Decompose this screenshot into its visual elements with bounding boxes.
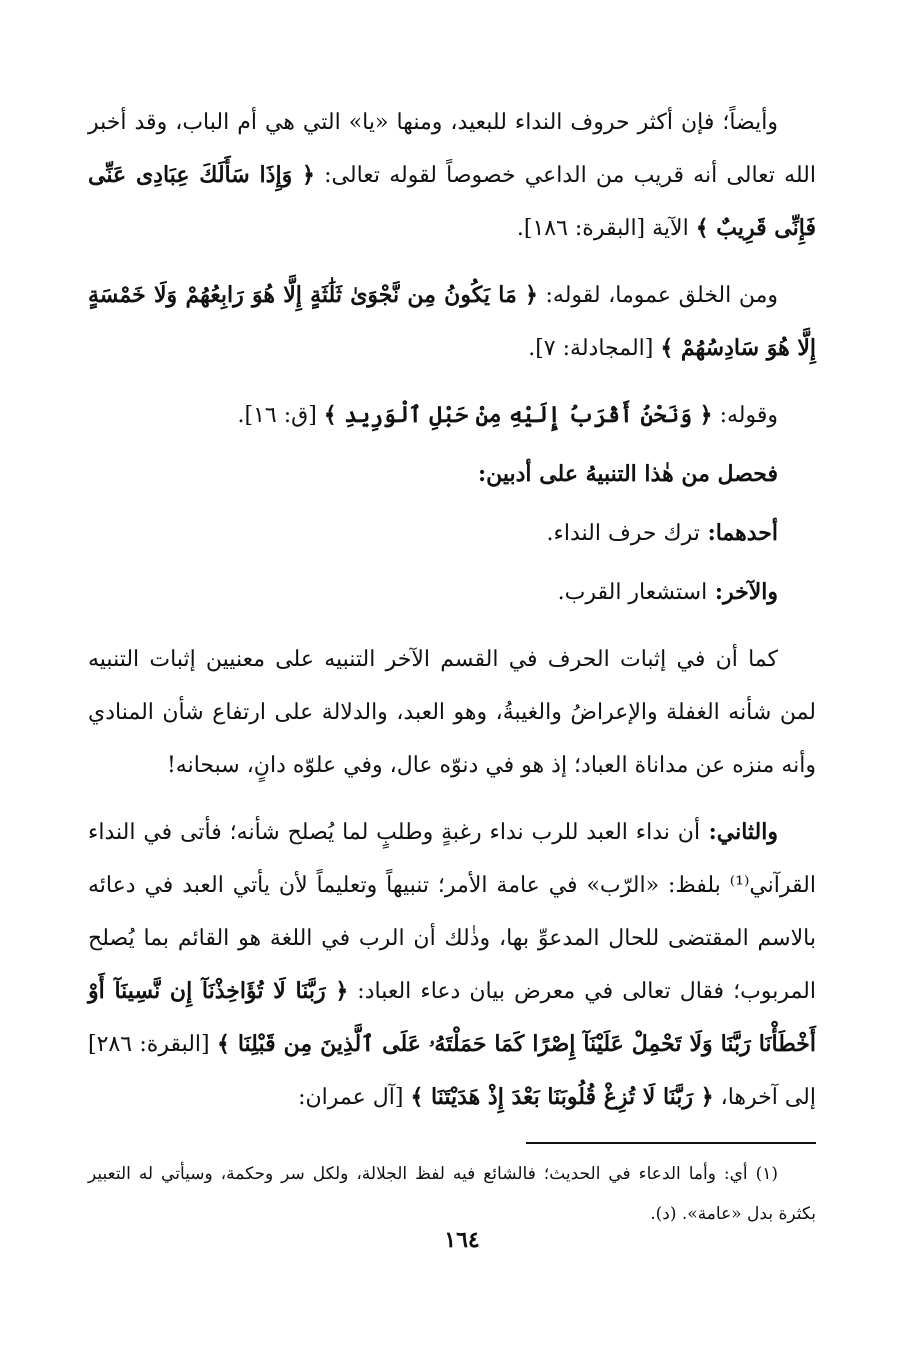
paragraph-text: وقوله: bbox=[712, 403, 778, 428]
paragraph-7 bbox=[88, 633, 816, 792]
paragraph-text: ترك حرف النداء. bbox=[546, 521, 700, 546]
quran-verse: ﴿ وَنَحْنُ أَقْرَبُ إِلَيْهِ مِنْ حَبْلِ ٱلْوَرِيدِ ﴾ bbox=[323, 402, 713, 428]
paragraph-text: فحصل من هٰذا التنبيهُ على أدبين: bbox=[478, 461, 778, 487]
footnote-separator bbox=[526, 1142, 816, 1144]
footnote: (١) أي: وأما الدعاء في الحديث؛ فالشائع فيه لفظ الجلالة، ولكل سر وحكمة، وسيأتي له التعبير بكثرة بدل «عامة». (د). bbox=[88, 1164, 816, 1224]
paragraph-lead: والثاني: bbox=[700, 819, 778, 845]
verse-reference: الآية [البقرة: ١٨٦]. bbox=[516, 216, 696, 241]
paragraph-2 bbox=[88, 269, 816, 375]
verse-reference: [ق: ١٦]. bbox=[237, 403, 324, 428]
paragraph-text: وأيضاً؛ فإن أكثر حروف النداء للبعيد، ومنها «يا» التي هي أم الباب، وقد أخبر الله تعالى أنه قريب من الداعي خصوصاً لقوله تعالى: bbox=[88, 110, 816, 188]
paragraph-8 bbox=[88, 806, 816, 1124]
paragraph-6 bbox=[88, 566, 816, 619]
paragraph-lead: أحدهما: bbox=[699, 520, 778, 546]
paragraph-text: كما أن في إثبات الحرف في القسم الآخر التنبيه على معنيين إثبات التنبيه لمن شأنه الغفلة والإعراضُ والغيبةُ، وهو العبد، والدلالة على ارتفاع شأن المنادي وأنه منزه عن مداناة العباد؛ إذ هو في دنوّه عال، وفي علوّه دانٍ، سبحانه! bbox=[88, 647, 816, 778]
quran-verse: ﴿ رَبَّنَا لَا تُؤَاخِذْنَآ إِن نَّسِينَآ أَوْ أَخْطَأْنَا رَبَّنَا وَلَا تَحْمِلْ عَلَيْنَآ إِصْرًا كَمَا حَمَلْتَهُۥ عَلَى ٱلَّذِينَ مِن قَبْلِنَا ﴾ bbox=[88, 978, 816, 1057]
quran-verse: ﴿ مَا يَكُونُ مِن نَّجْوَىٰ ثَلَٰثَةٍ إِلَّا هُوَ رَابِعُهُمْ وَلَا خَمْسَةٍ إِلَّا هُوَ سَادِسُهُمْ ﴾ bbox=[88, 282, 816, 361]
paragraph-text: أن نداء العبد للرب نداء رغبةٍ وطلبٍ لما يُصلح شأنه؛ فأتى في النداء القرآني⁽¹⁾ بلفظ: «الرّب» في عامة الأمر؛ تنبيهاً وتعليماً لأن يأتي العبد في دعائه بالاسم المقتضى للحال المدعوِّ بها، وذٰلك أن الرب في اللغة هو القائم بما يُصلح المربوب؛ فقال تعالى في معرض بيان دعاء العباد: bbox=[88, 820, 816, 1004]
page-number: ١٦٤ bbox=[444, 1227, 480, 1253]
paragraph-text: ومن الخلق عموما، لقوله: bbox=[537, 283, 778, 308]
verse-reference: [المجادلة: ٧]. bbox=[528, 336, 661, 361]
paragraph-text: استشعار القرب. bbox=[557, 580, 708, 605]
quran-verse: ﴿ وَإِذَا سَأَلَكَ عِبَادِى عَنِّى فَإِنِّى قَرِيبٌ ﴾ bbox=[88, 162, 816, 241]
paragraph-4 bbox=[88, 448, 816, 501]
verse-reference: [آل عمران: bbox=[298, 1085, 411, 1110]
paragraph-3 bbox=[88, 389, 816, 442]
quran-verse: ﴿ رَبَّنَا لَا تُزِغْ قُلُوبَنَا بَعْدَ إِذْ هَدَيْتَنَا ﴾ bbox=[410, 1084, 714, 1110]
paragraph-5 bbox=[88, 507, 816, 560]
paragraph-1 bbox=[88, 96, 816, 255]
paragraph-lead: والآخر: bbox=[707, 579, 778, 605]
verse-reference: [البقرة: ٢٨٦] إلى آخرها، bbox=[88, 1032, 816, 1110]
